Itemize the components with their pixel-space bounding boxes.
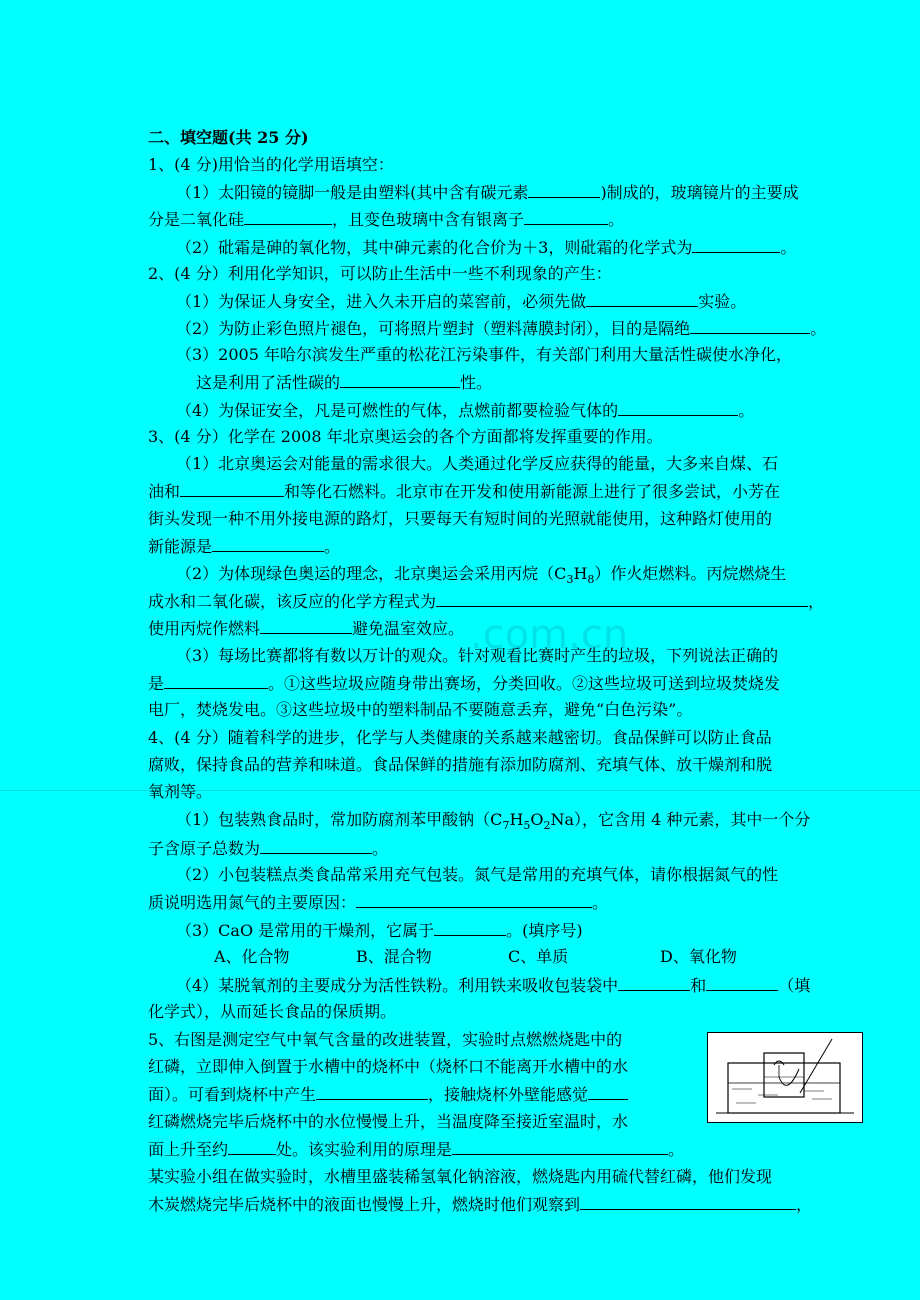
q3-stem: 3、(4 分）化学在 2008 年北京奥运会的各个方面都将发挥重要的作用。 bbox=[148, 427, 663, 446]
q4-stem-line2: 腐败，保持食品的营养和味道。食品保鲜的措施有添加防腐剂、充填气体、放干燥剂和脱 bbox=[148, 755, 773, 774]
answer-blank[interactable] bbox=[580, 1194, 796, 1210]
answer-blank[interactable] bbox=[316, 1084, 428, 1100]
answer-blank[interactable] bbox=[690, 318, 810, 334]
answer-blank[interactable] bbox=[356, 892, 592, 908]
answer-blank[interactable] bbox=[180, 481, 284, 497]
q2-stem: 2、(4 分）利用化学知识，可以防止生活中一些不利现象的产生： bbox=[148, 264, 612, 283]
answer-blank[interactable] bbox=[528, 182, 600, 198]
q4-part2-line1: （2）小包装糕点类食品常采用充气包装。氮气是常用的充填气体，请你根据氮气的性 bbox=[176, 865, 779, 884]
q5-line1: 5、右图是测定空气中氧气含量的改进装置，实验时点燃燃烧匙中的 bbox=[148, 1030, 623, 1049]
q1-part1-line2: 分是二氧化硅 ，且变色玻璃中含有银离子 。 bbox=[148, 210, 625, 229]
watermark: .com.cn bbox=[470, 612, 629, 658]
answer-blank[interactable] bbox=[244, 209, 332, 225]
q5-line3: 面）。可看到烧杯中产生 ，接触烧杯外壁能感觉 bbox=[148, 1084, 628, 1105]
q3-part1-line2: 油和 和等化石燃料。北京市在开发和使用新能源上进行了很多尝试，小芳在 bbox=[148, 482, 781, 501]
q5-line6: 某实验小组在做实验时，水槽里盛装稀氢氧化钠溶液，燃烧匙内用硫代替红磷，他们发现 bbox=[148, 1167, 773, 1186]
option-b[interactable]: B、混合物 bbox=[356, 947, 432, 966]
q4-part1-line1: （1）包装熟食品时，常加防腐剂苯甲酸钠$(C_7H_5O_2Na)$，它含用 4 种元素，其中一个分 bbox=[176, 810, 811, 833]
q2-part3-line1: （3）2005 年哈尔滨发生严重的松花江污染事件，有关部门利用大量活性碳使水净化， bbox=[176, 345, 792, 364]
q5-line2: 红磷，立即伸入倒置于水槽中的烧杯中（烧杯口不能离开水槽中的水 bbox=[148, 1057, 629, 1076]
answer-blank[interactable] bbox=[588, 1084, 628, 1100]
answer-blank[interactable] bbox=[260, 618, 352, 634]
answer-blank[interactable] bbox=[340, 372, 460, 388]
option-d[interactable]: D、氧化物 bbox=[660, 947, 737, 966]
answer-blank[interactable] bbox=[436, 591, 808, 607]
answer-blank[interactable] bbox=[452, 1139, 668, 1155]
q4-part4-line1: （4）某脱氧剂的主要成分为活性铁粉。利用铁来吸收包装袋中 和 （填 bbox=[176, 976, 811, 995]
q3-part3-line2: 是 。①这些垃圾应随身带出赛场，分类回收。②这些垃圾可送到垃圾焚烧发 bbox=[148, 674, 781, 693]
answer-blank[interactable] bbox=[706, 975, 778, 991]
q2-part2: （2）为防止彩色照片褪色，可将照片塑封（塑料薄膜封闭），目的是隔绝 。 bbox=[176, 319, 827, 338]
answer-blank[interactable] bbox=[228, 1139, 276, 1155]
answer-blank[interactable] bbox=[586, 291, 698, 307]
q4-options bbox=[214, 947, 802, 967]
q3-part3-line1: （3）每场比赛都将有数以万计的观众。针对观看比赛时产生的垃圾，下列说法正确的 bbox=[176, 646, 779, 665]
q5-line5: 面上升至约 处。该实验利用的原理是 。 bbox=[148, 1140, 685, 1159]
answer-blank[interactable] bbox=[692, 237, 780, 253]
option-c[interactable]: C、单质 bbox=[508, 947, 569, 966]
q3-part2-line2: 成水和二氧化碳，该反应的化学方程式为 ， bbox=[148, 592, 825, 611]
q4-part3: （3）CaO 是常用的干燥剂，它属于 。(填序号) bbox=[176, 921, 583, 940]
q4-part2-line2: 质说明选用氮气的主要原因： 。 bbox=[148, 893, 609, 912]
apparatus-figure bbox=[707, 1032, 863, 1123]
q4-part4-line2: 化学式），从而延长食品的保质期。 bbox=[148, 1002, 397, 1021]
beaker-trough-diagram bbox=[708, 1033, 862, 1122]
q4-part1-line2: 子含原子总数为 。 bbox=[148, 839, 389, 858]
answer-blank[interactable] bbox=[618, 400, 738, 416]
answer-blank[interactable] bbox=[524, 209, 608, 225]
q1-part2: （2）砒霜是砷的氧化物，其中砷元素的化合价为＋3，则砒霜的化学式为 。 bbox=[176, 238, 797, 257]
q3-part2-line3: 使用丙烷作燃料 避免温室效应。 bbox=[148, 619, 465, 638]
q2-part4: （4）为保证安全，凡是可燃性的气体，点燃前都要检验气体的 。 bbox=[176, 401, 755, 420]
q1-part1-line1: （1）太阳镜的镜脚一般是由塑料(其中含有碳元素 )制成的，玻璃镜片的主要成 bbox=[176, 183, 799, 202]
q3-part1-line3: 街头发现一种不用外接电源的路灯，只要每天有短时间的光照就能使用，这种路灯使用的 bbox=[148, 509, 773, 528]
section-title: 二、填空题(共 25 分) bbox=[148, 128, 309, 147]
q4-stem-line3: 氧剂等。 bbox=[148, 782, 213, 801]
scan-line bbox=[0, 790, 920, 791]
q4-stem-line1: 4、(4 分）随着科学的进步，化学与人类健康的关系越来越密切。食品保鲜可以防止食品 bbox=[148, 728, 772, 747]
answer-blank[interactable] bbox=[618, 975, 690, 991]
q3-part1-line1: （1）北京奥运会对能量的需求很大。人类通过化学反应获得的能量，大多来自煤、石 bbox=[176, 454, 779, 473]
q5-line7: 木炭燃烧完毕后烧杯中的液面也慢慢上升，燃烧时他们观察到 ， bbox=[148, 1195, 813, 1214]
answer-blank[interactable] bbox=[434, 920, 506, 936]
q3-part1-line4: 新能源是 。 bbox=[148, 537, 341, 556]
answer-blank[interactable] bbox=[212, 536, 324, 552]
answer-blank[interactable] bbox=[260, 838, 372, 854]
q5-line4: 红磷燃烧完毕后烧杯中的水位慢慢上升，当温度降至接近室温时，水 bbox=[148, 1112, 629, 1131]
q2-part3-line2: 这是利用了活性碳的 性。 bbox=[196, 373, 493, 392]
q1-stem: 1、(4 分)用恰当的化学用语填空： bbox=[148, 155, 394, 174]
q3-part3-line3: 电厂，焚烧发电。③这些垃圾中的塑料制品不要随意丢弃，避免“白色污染”。 bbox=[148, 700, 693, 719]
q2-part1: （1）为保证人身安全，进入久未开启的菜窖前，必须先做 实验。 bbox=[176, 292, 747, 311]
option-a[interactable]: A、化合物 bbox=[214, 947, 290, 966]
answer-blank[interactable] bbox=[164, 673, 268, 689]
q3-part2-line1: （2）为体现绿色奥运的理念，北京奥运会采用丙烷$(C_3H_8)$作火炬燃料。丙烷燃烧生 bbox=[176, 564, 787, 587]
